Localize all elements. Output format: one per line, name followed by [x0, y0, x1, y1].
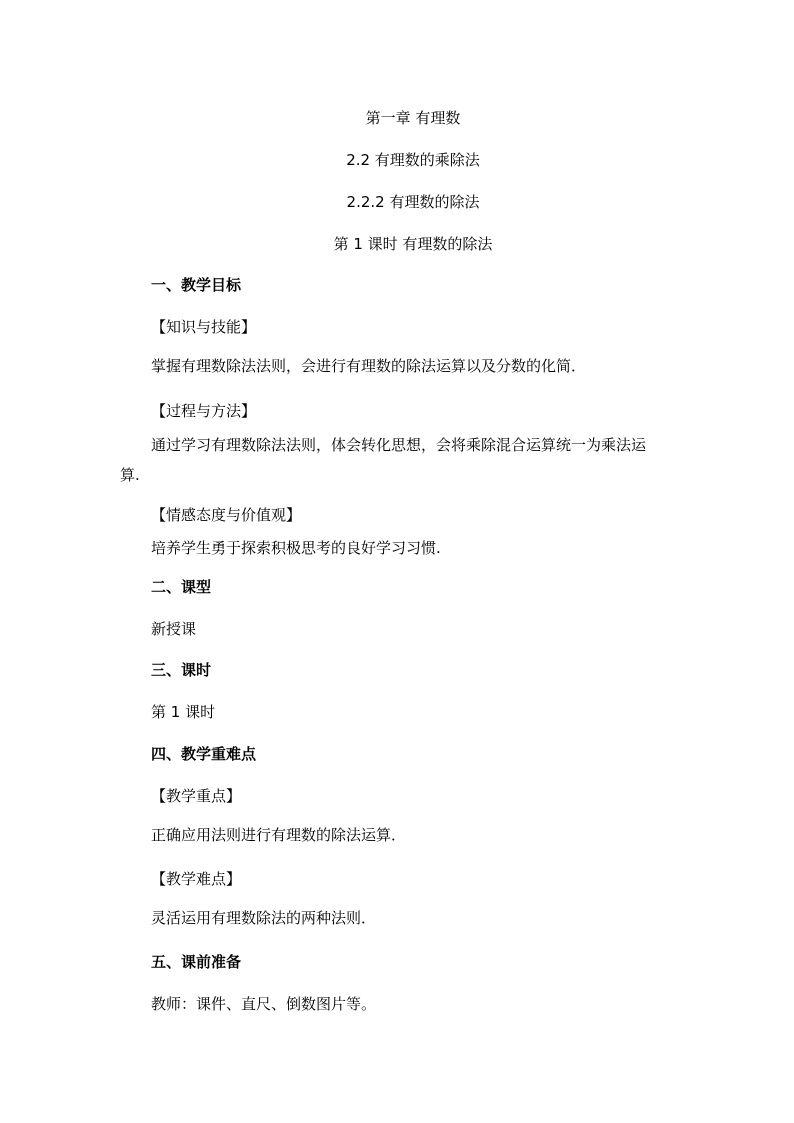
- hours-heading: 三、课时: [151, 661, 212, 679]
- knowledge-text: 掌握有理数除法法则，会进行有理数的除法运算以及分数的化简．: [151, 357, 587, 375]
- hours-text: 第 1 课时: [151, 703, 216, 721]
- section-title: 2.2 有理数的乘除法: [346, 151, 480, 169]
- chapter-title: 第一章 有理数: [365, 109, 461, 127]
- process-label: 【过程与方法】: [151, 402, 257, 420]
- focus-text: 正确应用法则进行有理数的除法运算．: [151, 826, 407, 844]
- attitude-text: 培养学生勇于探索积极思考的良好学习习惯.: [151, 539, 441, 557]
- type-heading: 二、课型: [151, 578, 212, 596]
- goals-heading: 一、教学目标: [151, 276, 242, 294]
- type-text: 新授课: [151, 620, 197, 638]
- subsection-title: 2.2.2 有理数的除法: [346, 193, 480, 211]
- process-text-line2: 算.: [120, 466, 140, 484]
- focus-label: 【教学重点】: [151, 787, 242, 805]
- lesson-title: 第 1 课时 有理数的除法: [333, 235, 493, 253]
- prep-text: 教师：课件、直尺、倒数图片等。: [151, 995, 377, 1013]
- keypoints-heading: 四、教学重难点: [151, 745, 257, 763]
- process-text-line1: 通过学习有理数除法法则，体会转化思想，会将乘除混合运算统一为乘法运: [151, 436, 647, 454]
- knowledge-label: 【知识与技能】: [151, 318, 257, 336]
- difficulty-label: 【教学难点】: [151, 870, 242, 888]
- attitude-label: 【情感态度与价值观】: [151, 506, 302, 524]
- difficulty-text: 灵活运用有理数除法的两种法则．: [151, 909, 377, 927]
- prep-heading: 五、课前准备: [151, 953, 242, 971]
